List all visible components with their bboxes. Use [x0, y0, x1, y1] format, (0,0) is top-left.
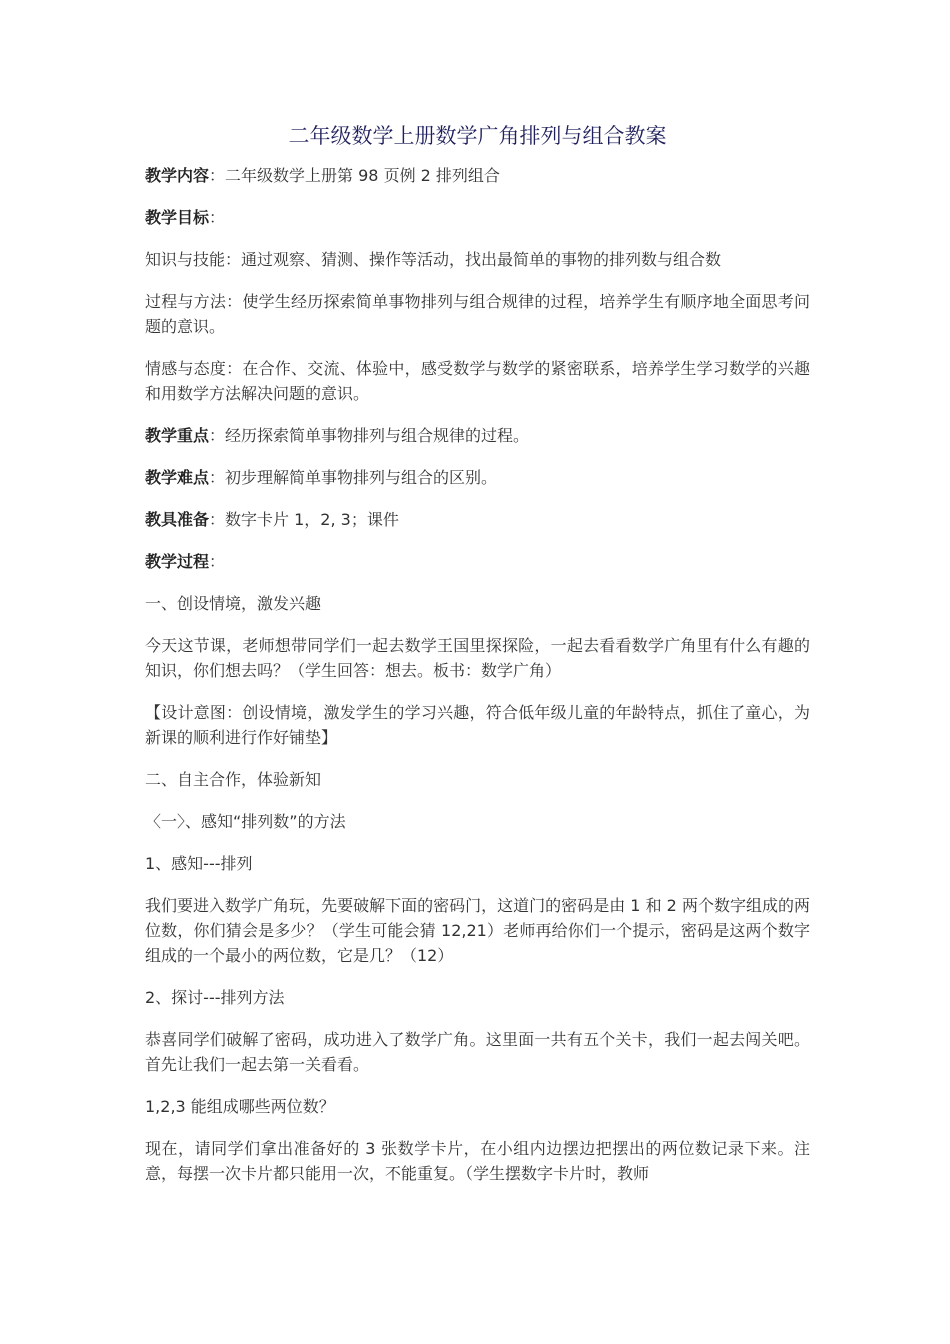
paragraph-congratulations: 恭喜同学们破解了密码，成功进入了数学广角。这里面一共有五个关卡，我们一起去闯关吧。首先让我们一起去第一关看看。	[145, 1030, 810, 1074]
paragraph-label: 教具准备	[145, 510, 210, 529]
document-body	[145, 163, 810, 1203]
document-title: 二年级数学上册数学广角排列与组合教案	[288, 124, 667, 148]
paragraph-label: 教学内容	[145, 166, 210, 185]
paragraph-activity: 现在，请同学们拿出准备好的 3 张数学卡片，在小组内边摆边把摆出的两位数记录下来。注意，每摆一次卡片都只能用一次，不能重复。（学生摆数字卡片时，教师	[145, 1139, 810, 1183]
paragraph-password-door: 我们要进入数学广角玩，先要破解下面的密码门，这道门的密码是由 1 和 2 两个数字组成的两位数，你们猜会是多少？（学生可能会猜 12,21）老师再给你们一个提示，密码是这两个数字组成的一个最小的两位数，它是几？（12）	[145, 896, 810, 965]
paragraph-process-methods: 过程与方法：使学生经历探索简单事物排列与组合规律的过程，培养学生有顺序地全面思考问题的意识。	[145, 292, 810, 336]
paragraph-label: 教学过程	[145, 552, 210, 571]
paragraph-separator: ：	[209, 468, 226, 487]
paragraph-separator: ：	[209, 552, 226, 571]
paragraph-text: 经历探索简单事物排列与组合规律的过程。	[225, 426, 530, 445]
paragraph-teaching-process	[145, 549, 810, 574]
paragraph-label: 教学目标	[145, 208, 210, 227]
paragraph-text: 初步理解简单事物排列与组合的区别。	[225, 468, 498, 487]
paragraph-emotion-attitude: 情感与态度：在合作、交流、体验中，感受数学与数学的紧密联系，培养学生学习数学的兴趣和用数学方法解决问题的意识。	[145, 359, 810, 403]
step-heading-2: 2、探讨---排列方法	[145, 988, 285, 1007]
section-heading-1: 一、创设情境，激发兴趣	[145, 594, 322, 613]
paragraph-text: 数字卡片 1，2, 3；课件	[225, 510, 399, 529]
subsection-heading-1: 〈一〉、感知“排列数”的方法	[145, 812, 346, 831]
paragraph-difficult-point	[145, 465, 810, 490]
paragraph-teaching-aids	[145, 507, 810, 532]
paragraph-design-intent: 【设计意图：创设情境，激发学生的学习兴趣，符合低年级儿童的年龄特点，抓住了童心，为新课的顺利进行作好铺垫】	[145, 703, 810, 747]
paragraph-separator: ：	[209, 166, 226, 185]
paragraph-separator: ：	[209, 510, 226, 529]
paragraph-text: 二年级数学上册第 98 页例 2 排列组合	[225, 166, 500, 185]
step-heading-1: 1、感知---排列	[145, 854, 253, 873]
section-heading-2: 二、自主合作，体验新知	[145, 770, 322, 789]
paragraph-teaching-goals	[145, 205, 810, 230]
paragraph-intro: 今天这节课，老师想带同学们一起去数学王国里探探险，一起去看看数学广角里有什么有趣的知识，你们想去吗？（学生回答：想去。板书：数学广角）	[145, 636, 810, 680]
paragraph-label: 教学重点	[145, 426, 210, 445]
paragraph-label: 教学难点	[145, 468, 210, 487]
paragraph-teaching-content	[145, 163, 810, 188]
paragraph-separator: ：	[209, 426, 226, 445]
paragraph-key-point	[145, 423, 810, 448]
paragraph-question: 1,2,3 能组成哪些两位数？	[145, 1097, 335, 1116]
paragraph-knowledge-skills: 知识与技能：通过观察、猜测、操作等活动，找出最简单的事物的排列数与组合数	[145, 250, 722, 269]
paragraph-separator: ：	[209, 208, 226, 227]
